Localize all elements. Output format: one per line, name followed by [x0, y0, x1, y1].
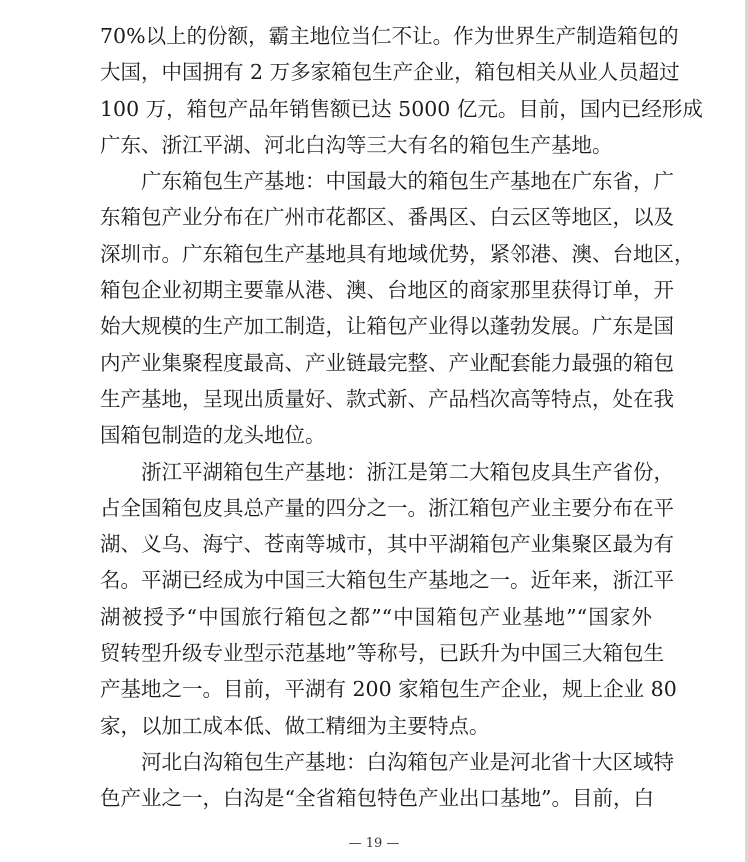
text-line: 深圳市。广东箱包生产基地具有地域优势，紧邻港、澳、台地区，: [100, 241, 695, 266]
text-line: 大国，中国拥有 2 万多家箱包生产企业，箱包相关从业人员超过: [100, 60, 680, 85]
body-text: [100, 18, 703, 817]
text-line: 箱包企业初期主要靠从港、澳、台地区的商家那里获得订单，开: [100, 278, 674, 303]
text-line: 色产业之一，白沟是“全省箱包特色产业出口基地”。目前，白: [100, 786, 654, 811]
text-line: 广东、浙江平湖、河北白沟等三大有名的箱包生产基地。: [100, 132, 613, 157]
text-line: 100 万，箱包产品年销售额已达 5000 亿元。目前，国内已经形成: [100, 96, 703, 121]
text-line: 国箱包制造的龙头地位。: [100, 423, 326, 448]
text-line: 东箱包产业分布在广州市花都区、番禺区、白云区等地区，以及: [100, 205, 674, 230]
paragraph-first-line: 河北白沟箱包生产基地：白沟箱包产业是河北省十大区域特: [141, 749, 674, 774]
text-line: 贸转型升级专业型示范基地”等称号，已跃升为中国三大箱包生: [100, 641, 664, 666]
text-line: 湖被授予“中国旅行箱包之都”“中国箱包产业基地”“国家外: [100, 604, 652, 629]
page-number: — 19 —: [348, 836, 400, 851]
text-line: 产基地之一。目前，平湖有 200 家箱包生产企业，规上企业 80: [100, 677, 677, 702]
paragraph-first-line: 广东箱包生产基地：中国最大的箱包生产基地在广东省，广: [141, 169, 674, 194]
text-line: 占全国箱包皮具总产量的四分之一。浙江箱包产业主要分布在平: [100, 495, 674, 520]
text-line: 70%以上的份额，霸主地位当仁不让。作为世界生产制造箱包的: [100, 24, 679, 48]
text-line: 家，以加工成本低、做工精细为主要特点。: [100, 713, 490, 738]
text-line: 生产基地，呈现出质量好、款式新、产品档次高等特点，处在我: [100, 386, 674, 411]
text-line: 内产业集聚程度最高、产业链最完整、产业配套能力最强的箱包: [100, 350, 674, 375]
paragraph-first-line: 浙江平湖箱包生产基地：浙江是第二大箱包皮具生产省份，: [141, 459, 674, 484]
text-line: 湖、义乌、海宁、苍南等城市，其中平湖箱包产业集聚区最为有: [100, 532, 674, 557]
text-line: 始大规模的生产加工制造，让箱包产业得以蓬勃发展。广东是国: [100, 314, 674, 339]
text-line: 名。平湖已经成为中国三大箱包生产基地之一。近年来，浙江平: [100, 568, 674, 593]
